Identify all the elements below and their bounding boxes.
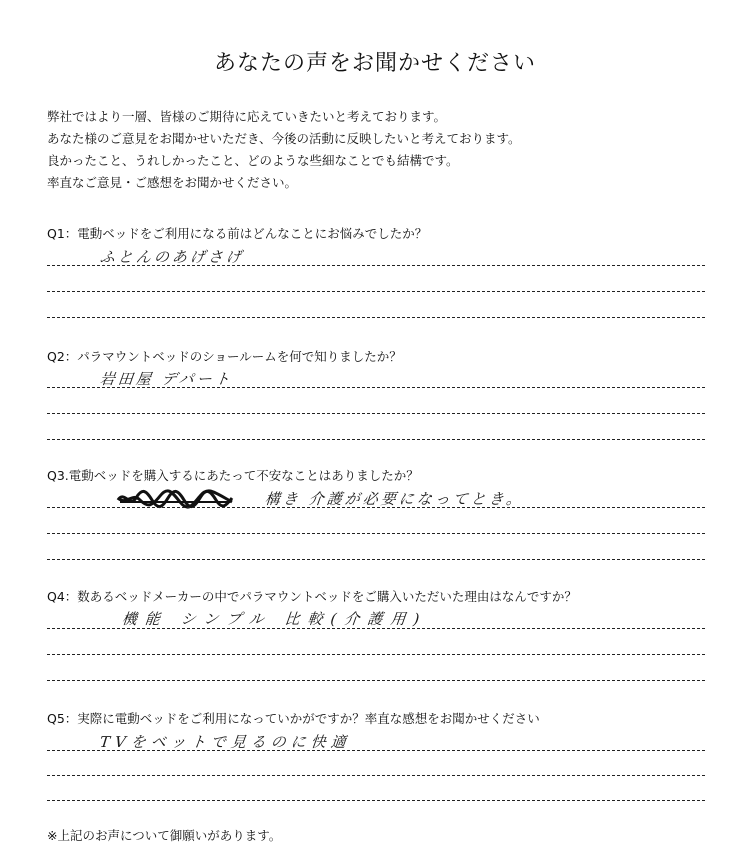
handwritten-answer-1: ふとんのあげさげ	[99, 248, 245, 266]
answer-line	[47, 265, 705, 266]
answer-line	[47, 800, 705, 801]
handwritten-answer-4: 機能 シンプル 比較(介護用)	[121, 610, 429, 628]
handwritten-answer-3: 構き 介護が必要になってとき。	[264, 490, 526, 508]
answer-line	[47, 291, 705, 292]
answer-line	[47, 680, 705, 681]
answer-line	[47, 750, 705, 751]
intro-line: 弊社ではより一層、皆様のご期待に応えていきたいと考えております。	[47, 109, 447, 124]
footer-note: ※上記のお声について御願いがあります。	[47, 828, 282, 843]
answer-line	[47, 413, 705, 414]
question-3: Q3.電動ベッドを購入するにあたって不安なことはありましたか？	[47, 468, 419, 483]
handwritten-answer-5: TVをベットで見るのに快適	[99, 733, 352, 751]
intro-text	[47, 106, 521, 194]
answer-line	[47, 628, 705, 629]
page-title: あなたの声をお聞かせください	[213, 51, 536, 76]
answer-line	[47, 317, 705, 318]
answer-line	[47, 533, 705, 534]
intro-line: 率直なご意見・ご感想をお聞かせください。	[47, 175, 298, 190]
answer-line	[47, 775, 705, 776]
answer-line	[47, 387, 705, 388]
answer-line	[47, 439, 705, 440]
question-1: Q1：電動ベッドをご利用になる前はどんなことにお悩みでしたか？	[47, 226, 428, 241]
answer-line	[47, 507, 705, 508]
intro-line: 良かったこと、うれしかったこと、どのような些細なことでも結構です。	[47, 153, 459, 168]
answer-line	[47, 654, 705, 655]
question-2: Q2：パラマウントベッドのショールームを何で知りましたか？	[47, 349, 402, 364]
intro-line: あなた様のご意見をお聞かせいただき、今後の活動に反映したいと考えております。	[47, 131, 521, 146]
handwritten-answer-2: 岩田屋 デパート	[99, 370, 234, 388]
question-4: Q4：数あるベッドメーカーの中でパラマウントベッドをご購入いただいた理由はなんですか？	[47, 589, 577, 604]
answer-line	[47, 559, 705, 560]
question-5: Q5：実際に電動ベッドをご利用になっていかがですか？率直な感想をお聞かせください	[47, 711, 540, 726]
